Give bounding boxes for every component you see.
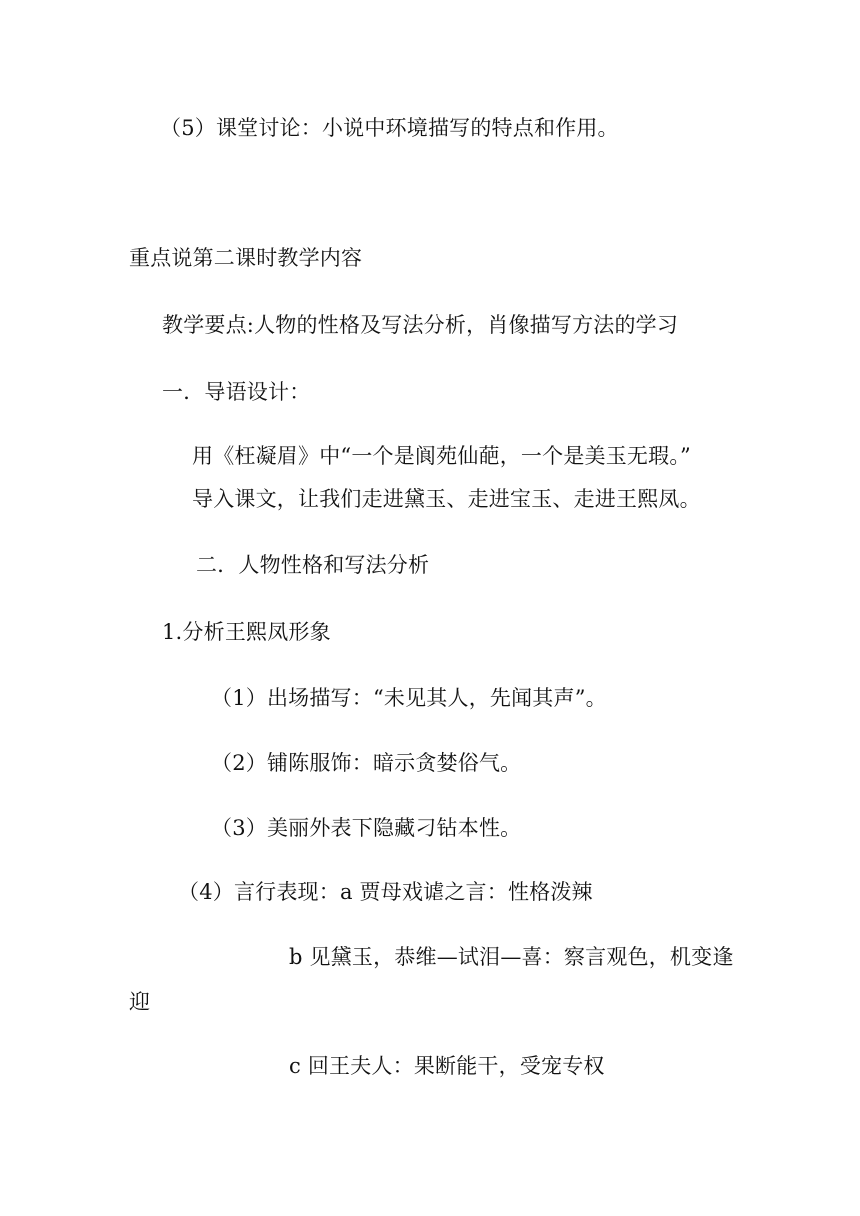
analysis-item-4: （4）言行表现：a 贾母戏谑之言：性格泼辣 [178, 880, 593, 904]
wang-xifeng-heading: 1.分析王熙凤形象 [162, 620, 331, 644]
teaching-points: 教学要点:人物的性格及写法分析，肖像描写方法的学习 [162, 313, 679, 337]
analysis-item-4c: c 回王夫人：果断能干，受宠专权 [289, 1054, 605, 1078]
intro-quote-line: 用《枉凝眉》中“一个是阆苑仙葩，一个是美玉无瑕。” [192, 444, 691, 468]
analysis-item-4b: b 见黛玉，恭维—试泪—喜：察言观色，机变逢 [289, 945, 734, 969]
analysis-item-4b-wrap: 迎 [129, 990, 151, 1014]
character-analysis-heading: 二．人物性格和写法分析 [196, 553, 430, 577]
analysis-item-2: （2）铺陈服饰：暗示贪婪俗气。 [211, 751, 522, 775]
intro-design-heading: 一．导语设计： [162, 380, 311, 404]
analysis-item-3: （3）美丽外表下隐藏刁钻本性。 [211, 816, 522, 840]
discussion-item-5: （5）课堂讨论：小说中环境描写的特点和作用。 [160, 116, 619, 140]
section-heading: 重点说第二课时教学内容 [129, 246, 363, 270]
analysis-item-1: （1）出场描写：“未见其人，先闻其声”。 [211, 686, 607, 710]
intro-continuation-line: 导入课文，让我们走进黛玉、走进宝玉、走进王熙凤。 [192, 487, 701, 511]
